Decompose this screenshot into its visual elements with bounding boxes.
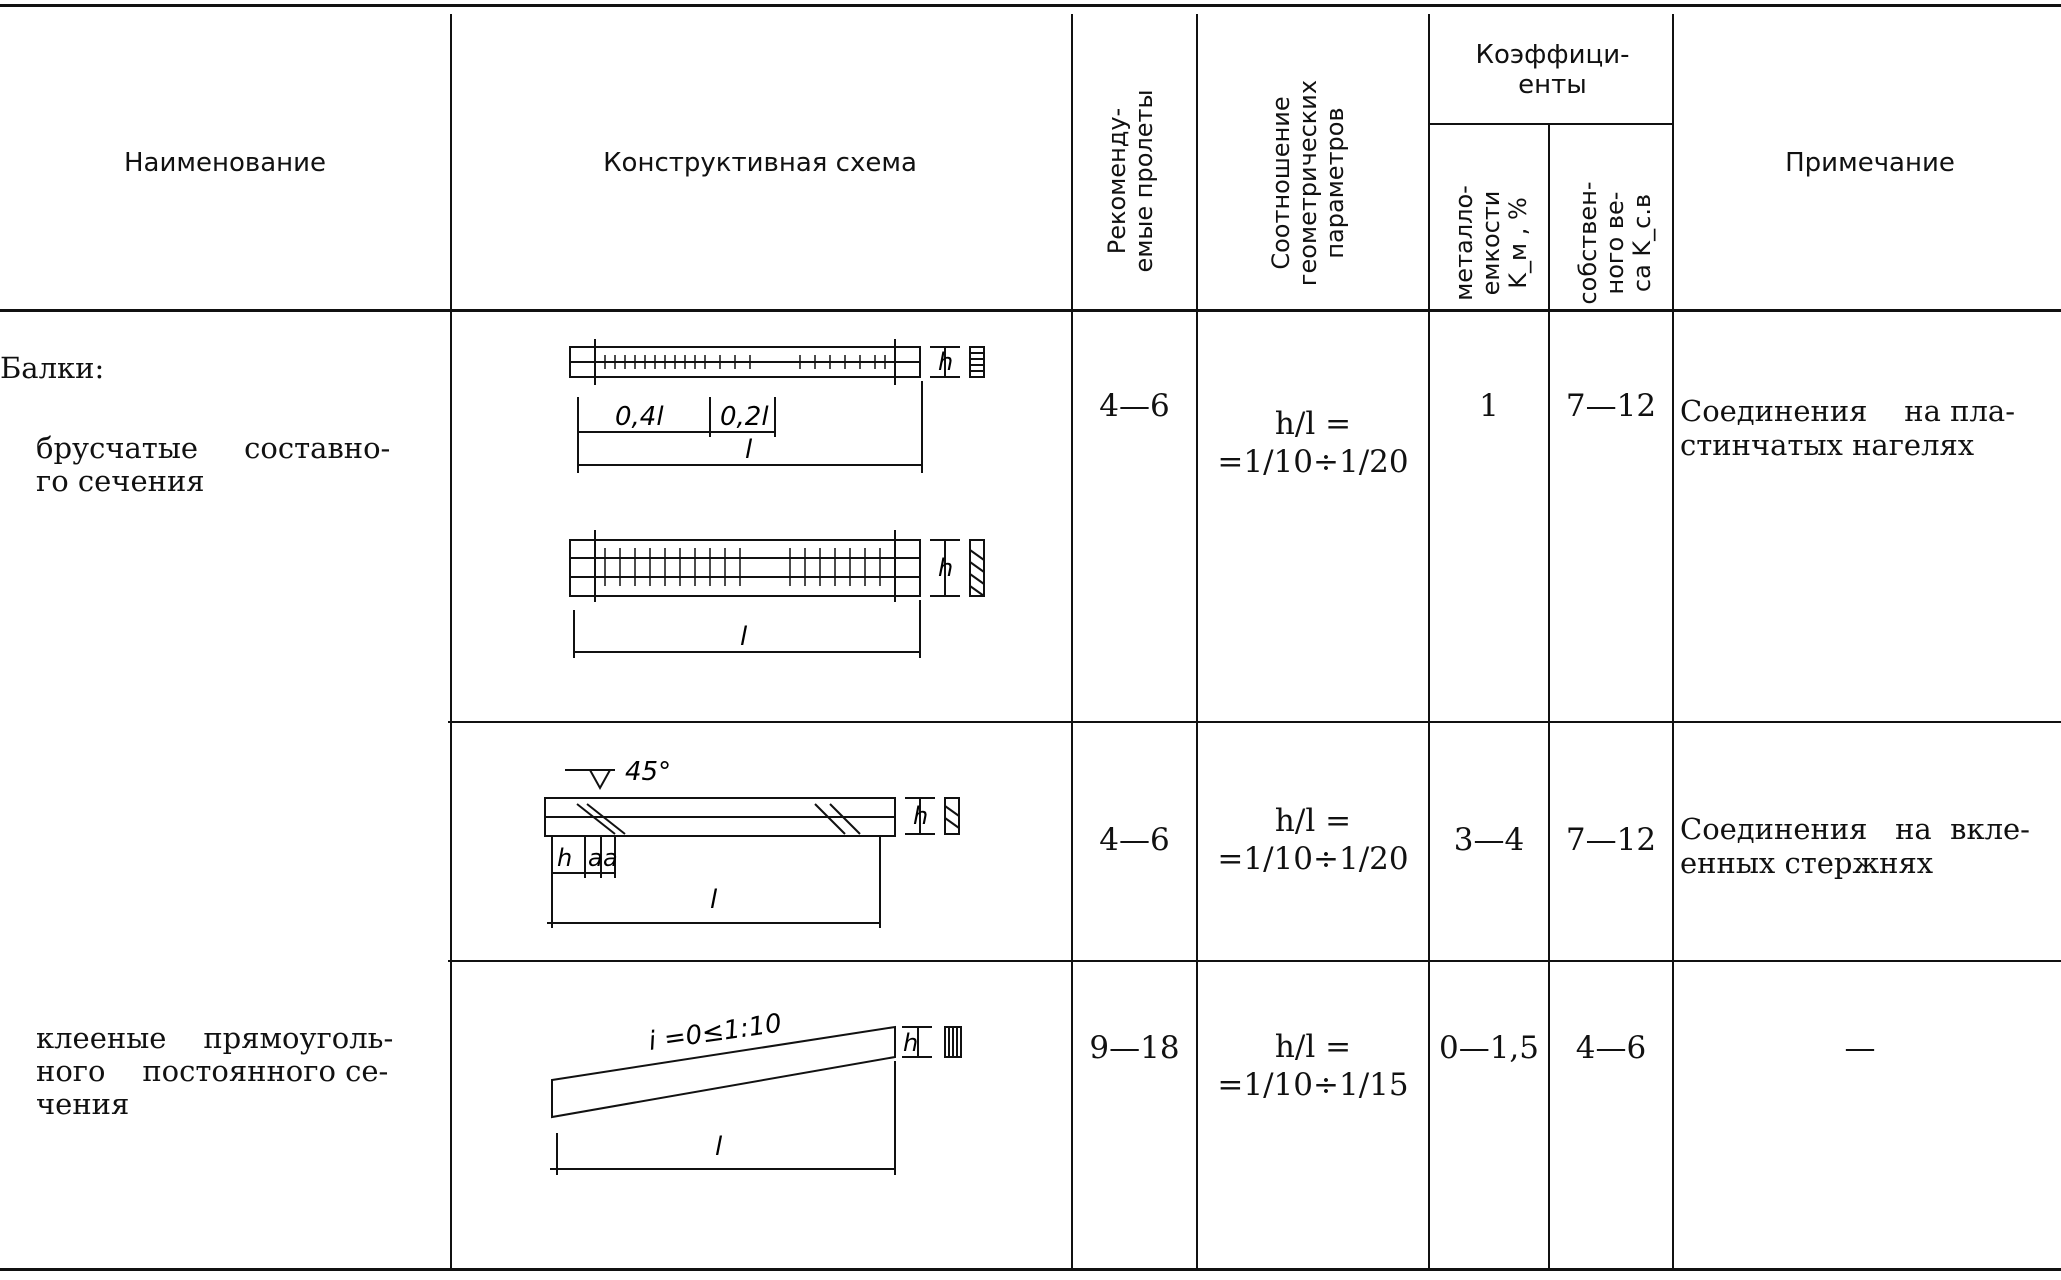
table-top-border <box>0 4 2061 7</box>
height-label: h <box>938 348 954 376</box>
row2-ksv: 7—12 <box>1565 822 1657 858</box>
angle-label: 45° <box>625 757 672 787</box>
row3-ratio-line1: h/l = <box>1274 1029 1352 1065</box>
row2-note-line2: енных стержнях <box>1680 846 1934 880</box>
dim-04l-label: 0,4l <box>615 402 664 432</box>
slope-label: i =0≤1:10 <box>646 1008 784 1057</box>
col-divider-km <box>1548 123 1550 1268</box>
a2-label: a <box>603 844 618 872</box>
row2-km: 3—4 <box>1453 822 1525 858</box>
row2-ratio-line2: =1/10÷1/20 <box>1217 841 1409 877</box>
row-divider-1 <box>448 721 2061 723</box>
header-spans: Рекоменду- емые пролеты <box>1103 89 1158 273</box>
row3-ksv: 4—6 <box>1575 1030 1647 1066</box>
header-scheme: Конструктивная схема <box>603 148 917 178</box>
a1-label: a <box>588 844 603 872</box>
header-ratio: Соотношение геометрических параметров <box>1267 79 1349 287</box>
header-bottom-border <box>0 309 2061 312</box>
row1-ksv: 7—12 <box>1565 388 1657 424</box>
span-label: l <box>745 435 753 465</box>
header-km: металло- емкости K_м , % <box>1450 185 1532 301</box>
table-bottom-border <box>0 1268 2061 1271</box>
dim-02l-label: 0,2l <box>720 402 769 432</box>
row-divider-2 <box>448 960 2061 962</box>
row1-ratio-line1: h/l = <box>1274 406 1352 442</box>
span-label-2: l <box>740 622 748 652</box>
row1-ratio-line2: =1/10÷1/20 <box>1217 444 1409 480</box>
row3-name-line2: ного постоянного се- <box>36 1054 389 1088</box>
row1-scheme-upper <box>560 325 1000 485</box>
row3-ratio-line2: =1/10÷1/15 <box>1217 1067 1409 1103</box>
span-label: l <box>715 1132 723 1162</box>
row2-ratio-line1: h/l = <box>1274 803 1352 839</box>
header-coefficients: Коэффици- енты <box>1475 40 1630 100</box>
row2-spans: 4—6 <box>1099 822 1170 858</box>
header-ksv: собствен- ного ве- са K_с.в <box>1574 181 1656 305</box>
row3-note: — <box>1844 1030 1876 1066</box>
section-hatch <box>970 347 984 377</box>
col-divider-ratio <box>1428 14 1430 1268</box>
row1-spans: 4—6 <box>1099 388 1170 424</box>
row3-km: 0—1,5 <box>1438 1030 1540 1066</box>
row3-scheme <box>540 1005 1000 1185</box>
col-divider-ksv <box>1672 14 1674 1268</box>
height-label: h <box>913 802 929 830</box>
row2-note-line1: Соединения на вкле- <box>1680 812 2030 846</box>
row1-name-line1: брусчатые составно- <box>36 431 391 465</box>
col-divider-scheme <box>1071 14 1073 1268</box>
height-label-2: h <box>938 554 954 582</box>
row3-name-line3: чения <box>36 1087 130 1121</box>
row3-name-line1: клееные прямоуголь- <box>36 1021 394 1055</box>
span-label: l <box>710 885 718 915</box>
coeff-subheader-line <box>1430 123 1673 125</box>
row1-note-line1: Соединения на пла- <box>1680 394 2015 428</box>
col-divider-name <box>450 14 452 1268</box>
header-note: Примечание <box>1785 148 1955 178</box>
row1-scheme-lower <box>560 520 1000 670</box>
height-label: h <box>903 1029 919 1057</box>
row1-note-line2: стинчатых нагелях <box>1680 428 1975 462</box>
h-label: h <box>557 844 573 872</box>
row3-spans: 9—18 <box>1089 1030 1180 1066</box>
group-label: Балки: <box>0 351 105 385</box>
header-name: Наименование <box>123 148 327 178</box>
row1-name-line2: го сечения <box>36 464 205 498</box>
row2-scheme <box>535 748 1005 948</box>
row1-km: 1 <box>1479 388 1499 424</box>
